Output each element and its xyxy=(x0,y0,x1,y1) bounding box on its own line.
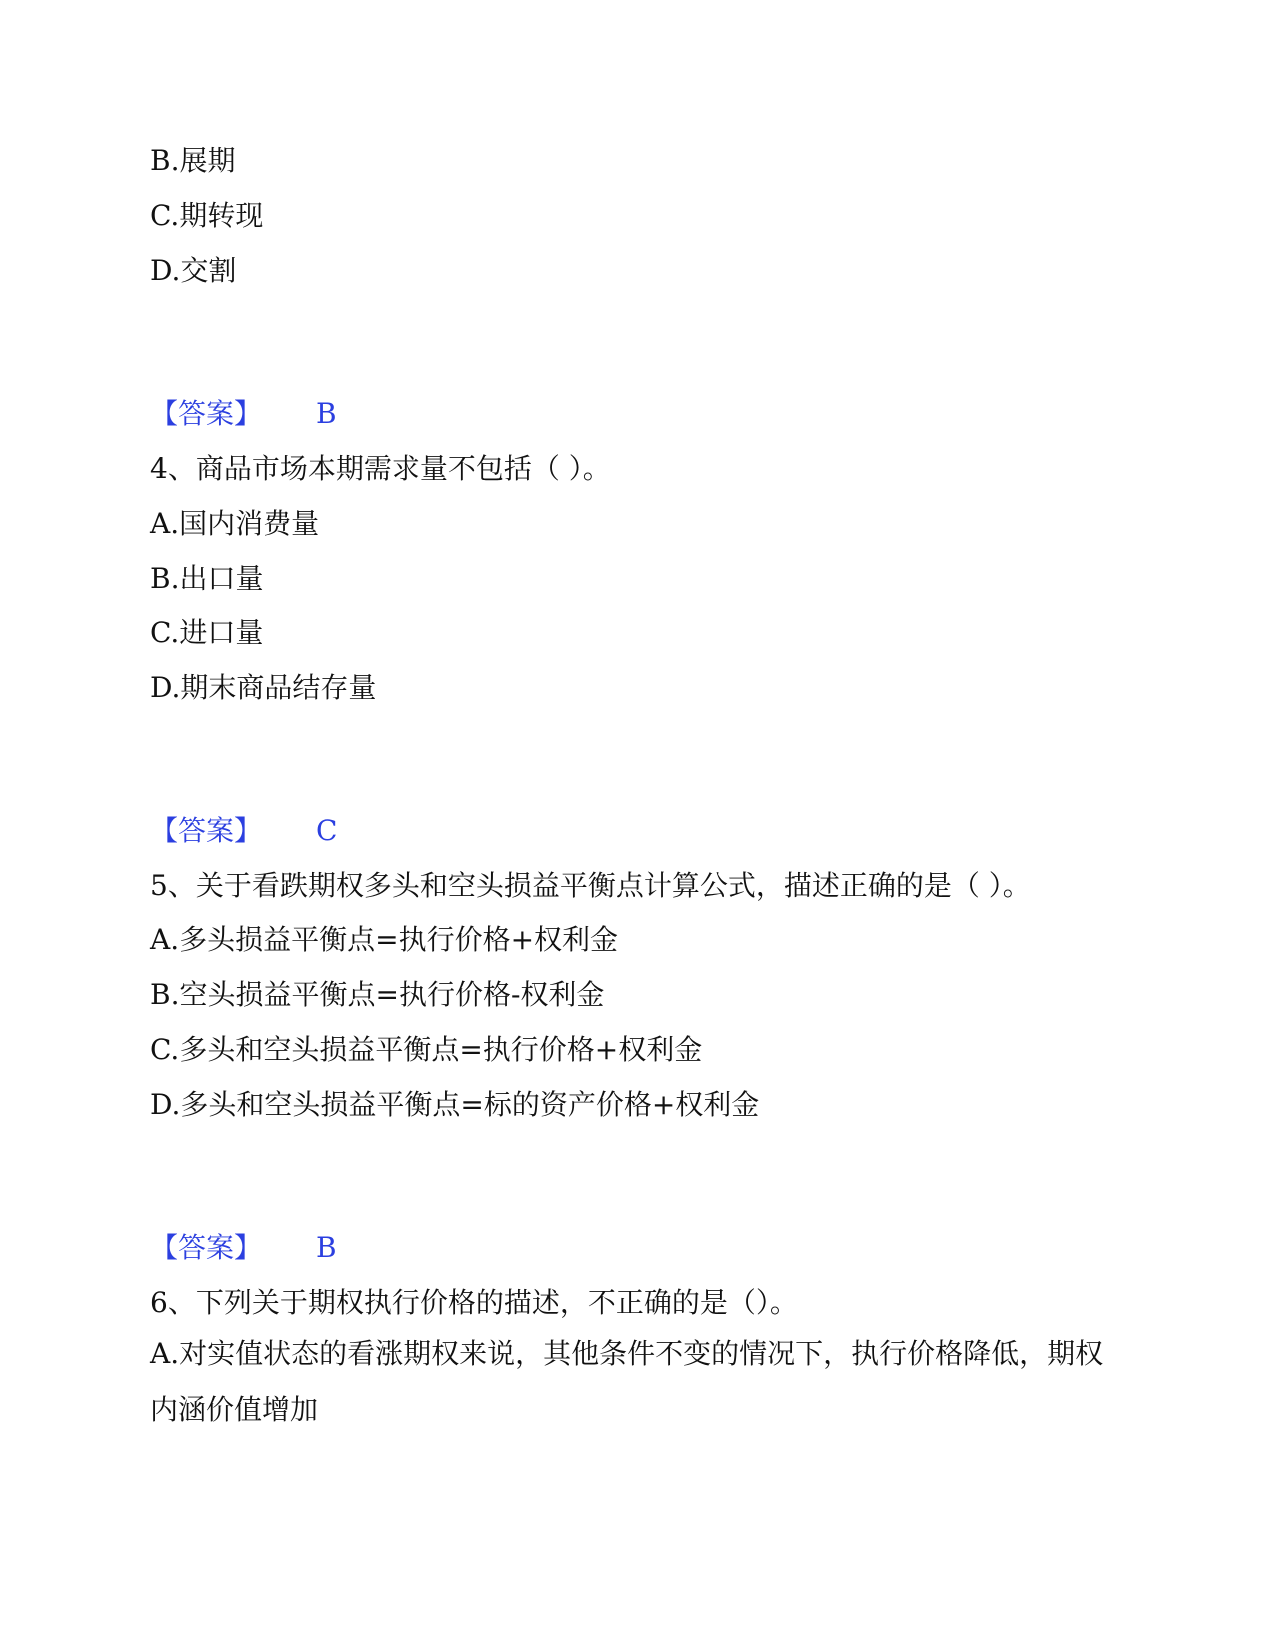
answer-label: 【答案】 xyxy=(150,1231,263,1264)
q5-option-d: D.多头和空头损益平衡点=标的资产价格+权利金 xyxy=(150,1088,760,1121)
q3-option-d: D.交割 xyxy=(150,254,237,287)
q4-option-d: D.期末商品结存量 xyxy=(150,671,377,704)
answer-value: B xyxy=(316,1231,337,1264)
answer-value: B xyxy=(316,397,337,430)
q5-option-c: C.多头和空头损益平衡点=执行价格+权利金 xyxy=(150,1033,703,1066)
q3-option-c: C.期转现 xyxy=(150,199,264,232)
q4-option-b: B.出口量 xyxy=(150,562,264,595)
answer-value: C xyxy=(316,814,338,847)
q6-option-a: A.对实值状态的看涨期权来说，其他条件不变的情况下，执行价格降低，期权内涵价值增加 xyxy=(150,1337,1104,1426)
q5-answer xyxy=(150,1231,337,1265)
q5-option-b: B.空头损益平衡点=执行价格-权利金 xyxy=(150,978,605,1011)
answer-label: 【答案】 xyxy=(150,814,263,847)
answer-label: 【答案】 xyxy=(150,397,263,430)
q5-option-a: A.多头损益平衡点=执行价格+权利金 xyxy=(150,923,619,956)
q4-answer xyxy=(150,814,337,848)
q5-question: 5、关于看跌期权多头和空头损益平衡点计算公式，描述正确的是（ ）。 xyxy=(150,869,1031,902)
q4-option-a: A.国内消费量 xyxy=(150,507,320,540)
q3-option-b: B.展期 xyxy=(150,144,236,177)
q6-question: 6、下列关于期权执行价格的描述，不正确的是（）。 xyxy=(150,1286,798,1319)
q4-question: 4、商品市场本期需求量不包括（ ）。 xyxy=(150,452,611,485)
q4-option-c: C.进口量 xyxy=(150,616,264,649)
q3-answer xyxy=(150,397,337,431)
